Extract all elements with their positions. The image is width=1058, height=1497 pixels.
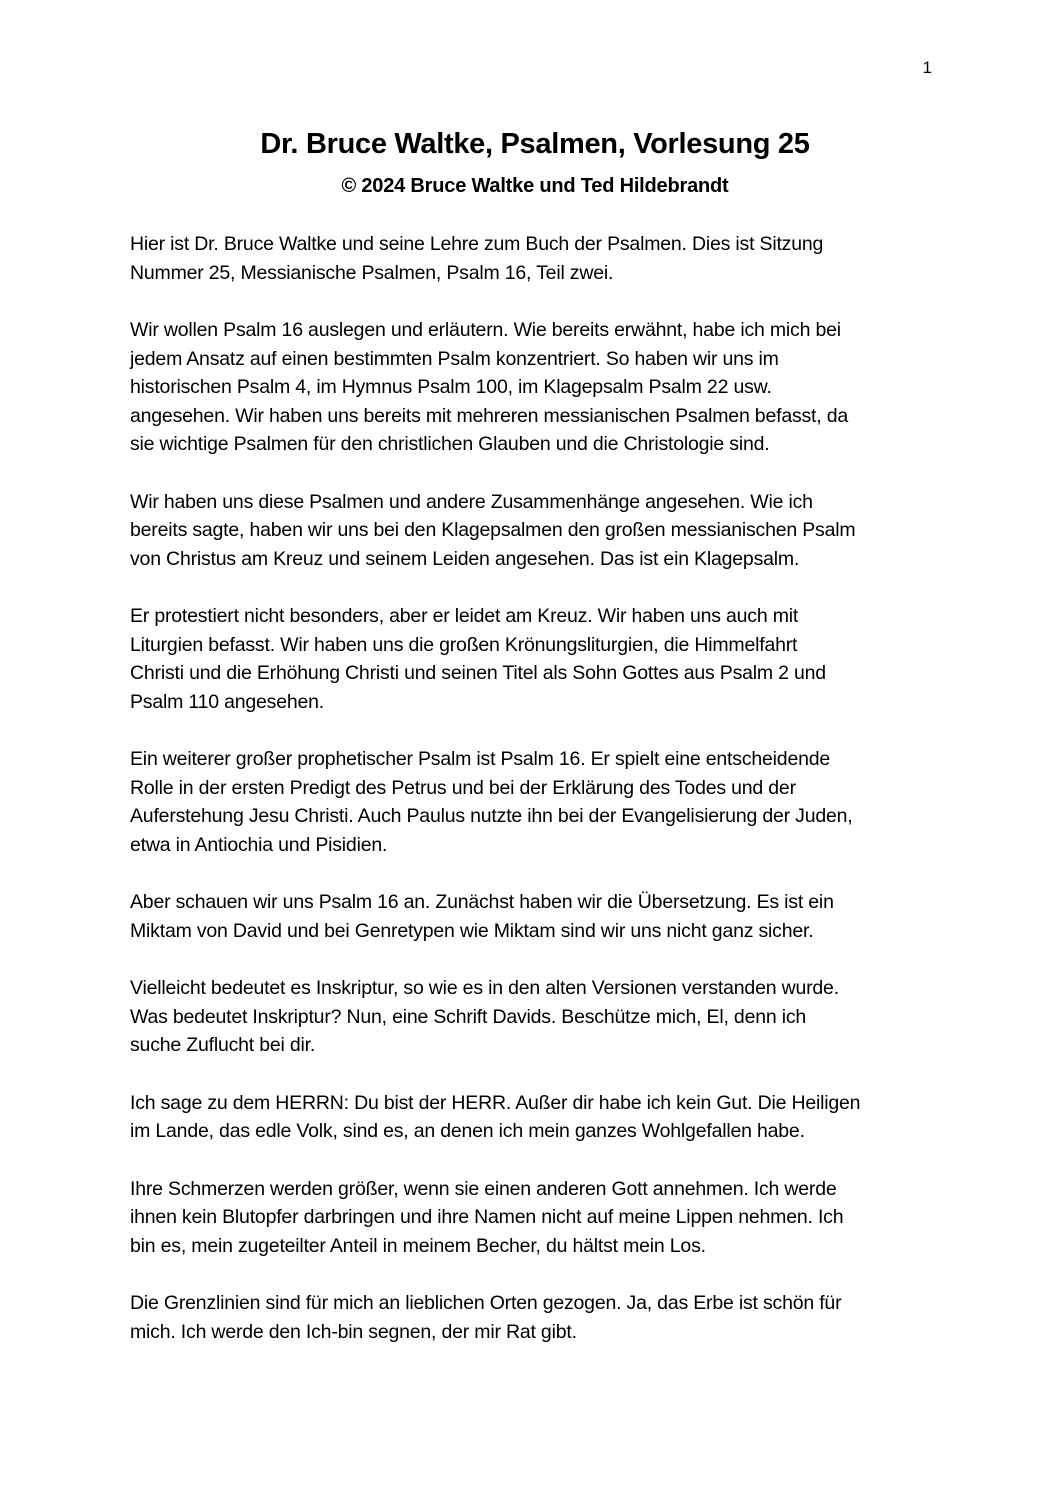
document-body bbox=[130, 230, 940, 1346]
paragraph: Wir haben uns diese Psalmen und andere Zusammenhänge angesehen. Wie ich bereits sagte, haben wir uns bei den Klagepsalmen den großen messianischen Psalm von Christus am Kreuz und seinem Leiden angesehen. Das ist ein Klagepsalm. bbox=[130, 490, 856, 570]
page-number: 1 bbox=[922, 58, 932, 77]
page-subtitle: © 2024 Bruce Waltke und Ted Hildebrandt bbox=[341, 175, 729, 197]
page-title: Dr. Bruce Waltke, Psalmen, Vorlesung 25 bbox=[260, 128, 810, 160]
paragraph: Die Grenzlinien sind für mich an lieblichen Orten gezogen. Ja, das Erbe ist schön für mich. Ich werde den Ich-bin segnen, der mir Rat gibt. bbox=[130, 1292, 842, 1343]
paragraph: Ich sage zu dem HERRN: Du bist der HERR. Außer dir habe ich kein Gut. Die Heiligen im Lande, das edle Volk, sind es, an denen ich mein ganzes Wohlgefallen habe. bbox=[130, 1091, 861, 1142]
paragraph: Ihre Schmerzen werden größer, wenn sie einen anderen Gott annehmen. Ich werde ihnen kein Blutopfer darbringen und ihre Namen nicht auf meine Lippen nehmen. Ich bin es, mein zugeteilter Anteil in meinem Becher, du hältst mein Los. bbox=[130, 1177, 844, 1257]
paragraph: Aber schauen wir uns Psalm 16 an. Zunächst haben wir die Übersetzung. Es ist ein Miktam von David und bei Genretypen wie Miktam sind wir uns nicht ganz sicher. bbox=[130, 891, 834, 942]
paragraph: Er protestiert nicht besonders, aber er leidet am Kreuz. Wir haben uns auch mit Liturgien befasst. Wir haben uns die großen Krönungsliturgien, die Himmelfahrt Christi und die Erhöhung Christi und seinen Titel als Sohn Gottes aus Psalm 2 und Psalm 110 angesehen. bbox=[130, 605, 826, 713]
paragraph: Hier ist Dr. Bruce Waltke und seine Lehre zum Buch der Psalmen. Dies ist Sitzung Nummer 25, Messianische Psalmen, Psalm 16, Teil zwei. bbox=[130, 233, 824, 284]
paragraph: Vielleicht bedeutet es Inskriptur, so wie es in den alten Versionen verstanden wurde. Was bedeutet Inskriptur? Nun, eine Schrift Davids. Beschütze mich, El, denn ich suche Zuflucht bei dir. bbox=[130, 977, 839, 1056]
paragraph: Ein weiterer großer prophetischer Psalm ist Psalm 16. Er spielt eine entscheidende Rolle in der ersten Predigt des Petrus und bei der Erklärung des Todes und der Auferstehung Jesu Christi. Auch Paulus nutzte ihn bei der Evangelisierung der Juden, etwa in Antiochia und Pisidien. bbox=[130, 748, 853, 856]
paragraph: Wir wollen Psalm 16 auslegen und erläutern. Wie bereits erwähnt, habe ich mich bei jedem Ansatz auf einen bestimmten Psalm konzentriert. So haben wir uns im historischen Psalm 4, im Hymnus Psalm 100, im Klagepsalm Psalm 22 usw. angesehen. Wir haben uns bereits mit mehreren messianischen Psalmen befasst, da sie wichtige Psalmen für den christlichen Glauben und die Christologie sind. bbox=[130, 319, 849, 455]
